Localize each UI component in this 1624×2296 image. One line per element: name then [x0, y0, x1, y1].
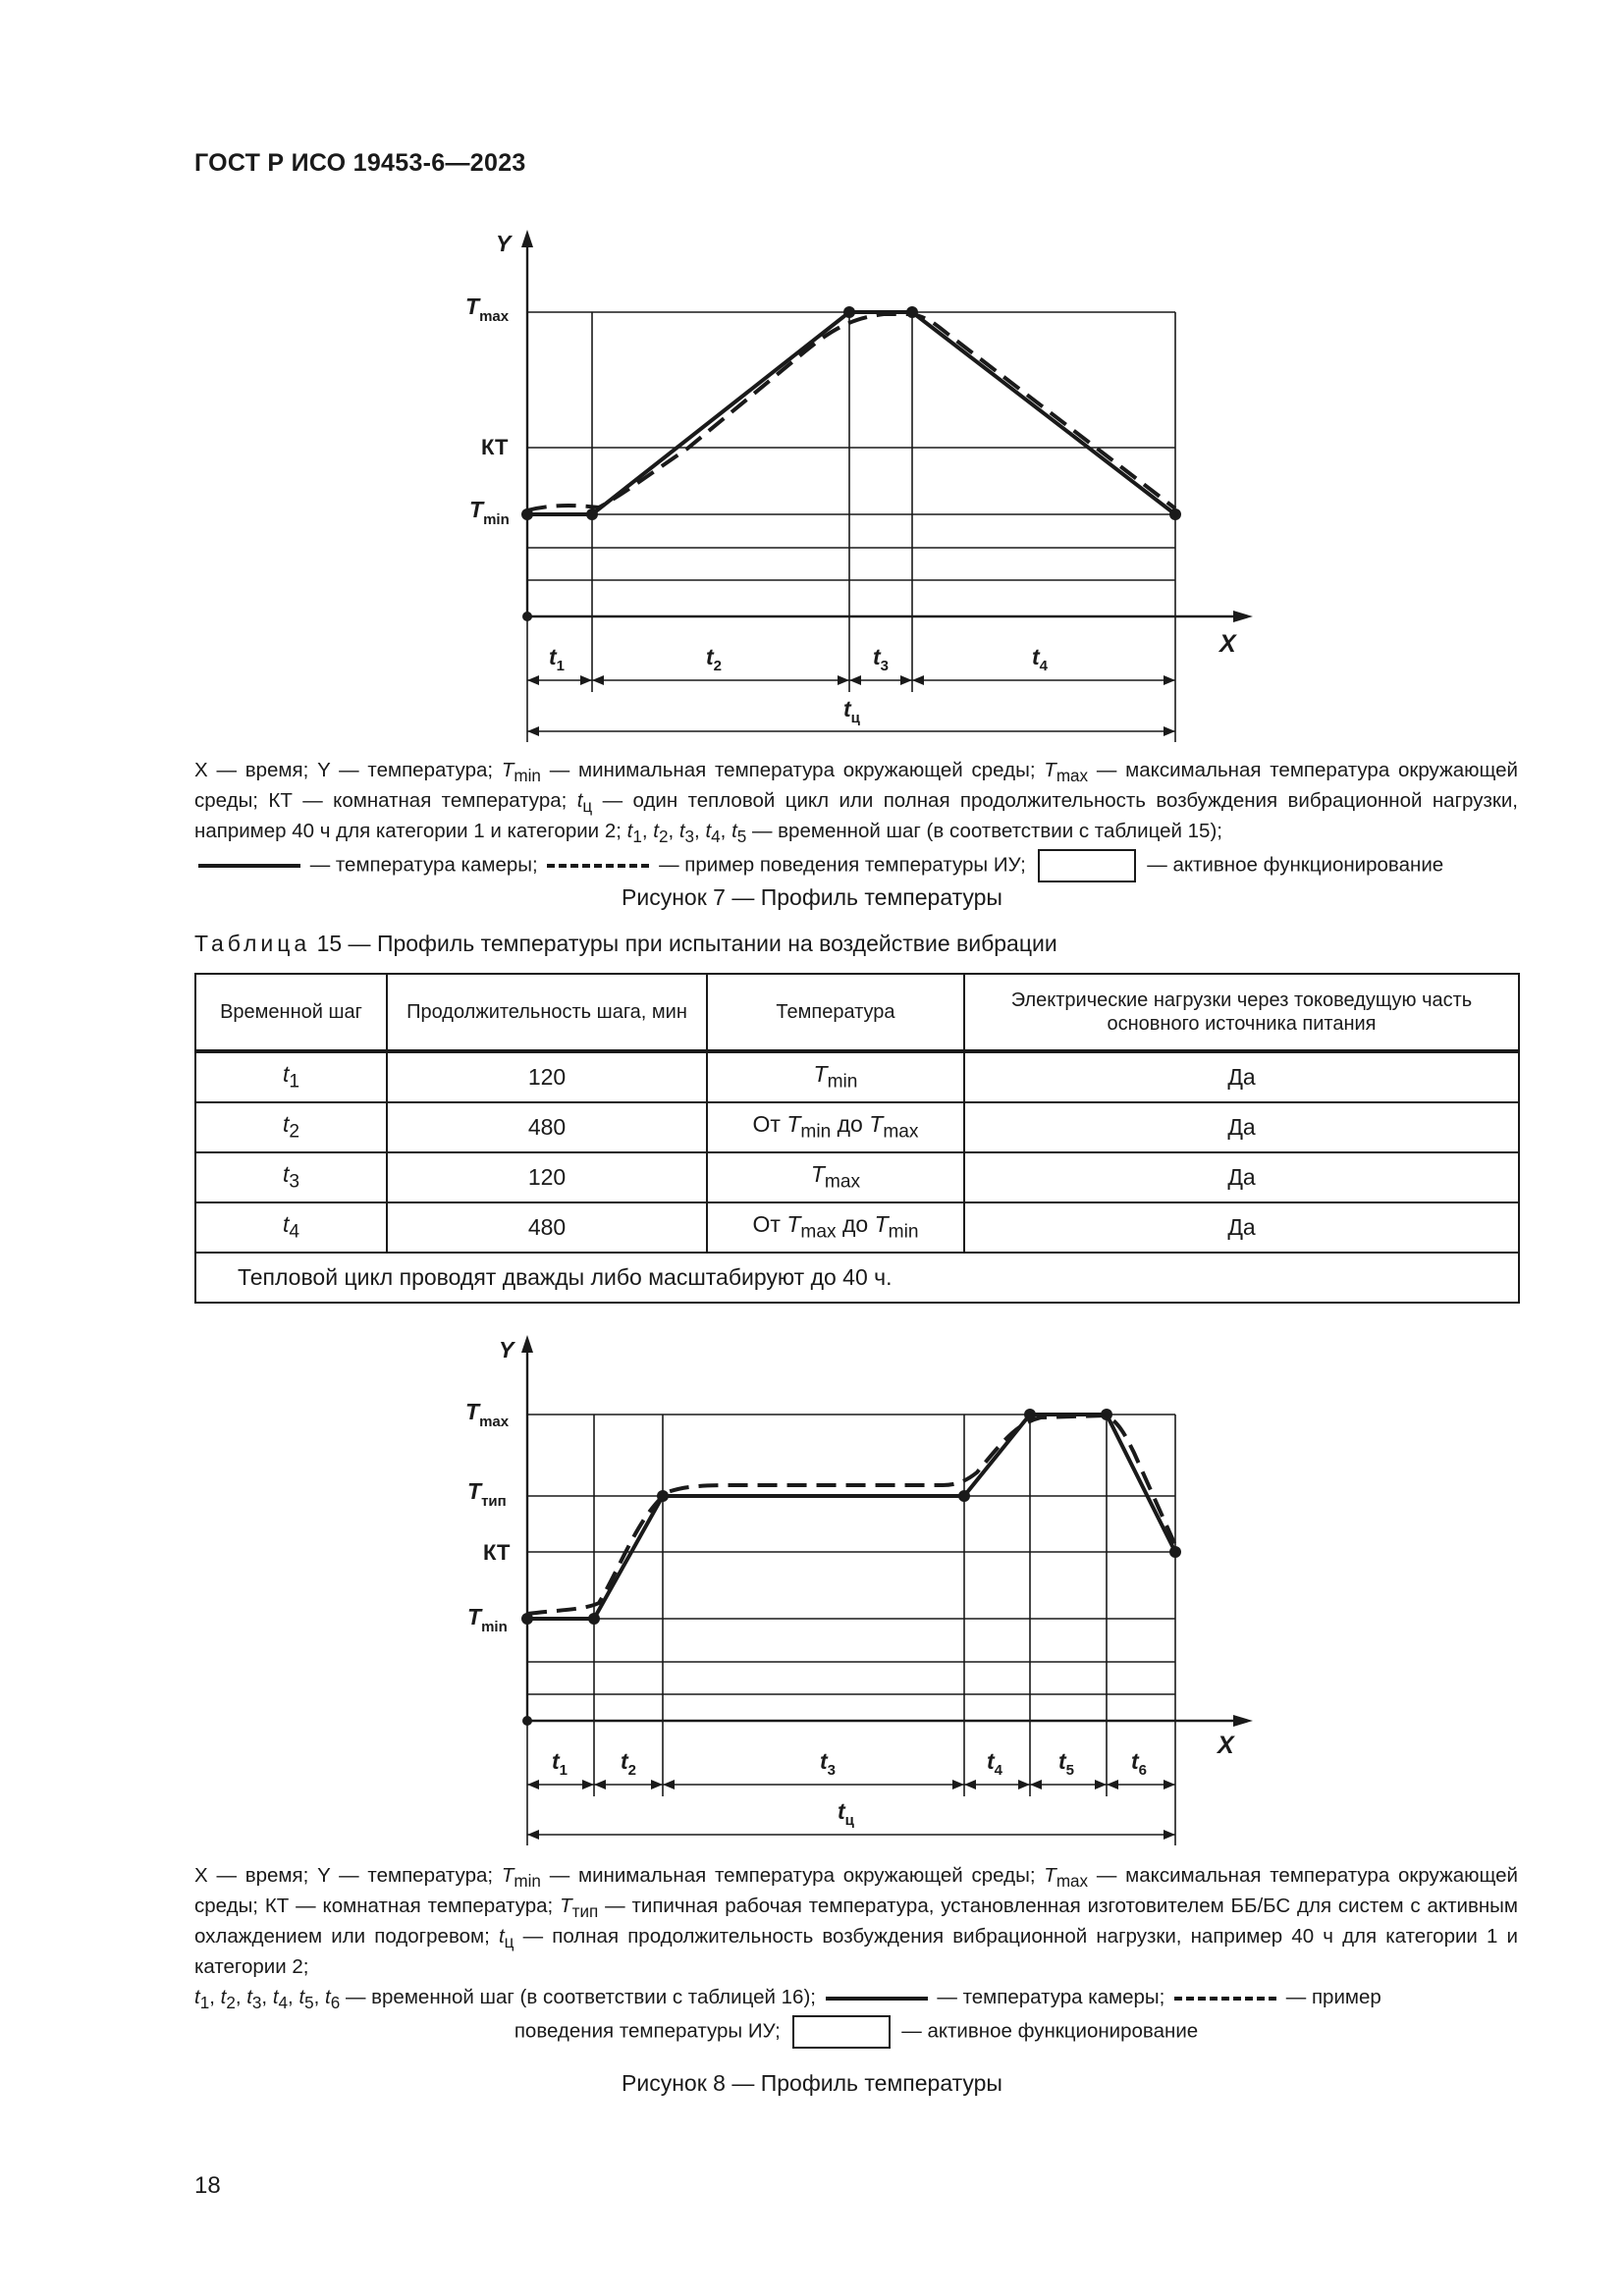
- figure-7-y-label: Y: [496, 231, 512, 256]
- table-15: [194, 973, 1520, 1304]
- figure-7-chamber-line: [527, 312, 1175, 514]
- figure-8-chart: [0, 1315, 1624, 1865]
- figure-8-cycle-tc: $t_ц$: [838, 1798, 854, 1829]
- page-number: 18: [194, 2172, 221, 2199]
- figure-8-tick-kt: КТ: [483, 1540, 511, 1565]
- figure-8-legend: X — время; Y — температура; $T_{min}$ — минимальная температура окружающей среды; $T_{max}$ — максимальная температура окружающей среды; КТ — комнатная температура; $T_{тип}$ — типичная рабочая температура, установленная изготовителем ББ/БС для систем с активным охлаждением или подогревом; $t_ц$ — полная продолжительность возбуждения вибрационной нагрузки, например 40 ч для категории 1 и категории 2;: [194, 1864, 1519, 1979]
- figure-8-points: [521, 1409, 1181, 1625]
- figure-8-step-t5: $t_5$: [1058, 1748, 1075, 1779]
- figure-7-tick-tmin: $T_{min}$: [469, 497, 510, 528]
- figure-7-tick-tmax: $T_{max}$: [465, 294, 510, 325]
- figure-7-step-t1: $t_1$: [549, 644, 566, 674]
- figure-7-x-label: X: [1219, 630, 1236, 658]
- legend-box-sample: [792, 2015, 891, 2049]
- table-header: Продолжительность шага, мин: [387, 974, 707, 1051]
- figure-7-dut-line: [527, 314, 1175, 510]
- figure-8-x-label: X: [1218, 1732, 1234, 1759]
- table-header: Временной шаг: [195, 974, 387, 1051]
- figure-7-chart: [0, 0, 1624, 756]
- legend-dashed-line-sample: [547, 864, 649, 868]
- figure-8-step-t6: $t_6$: [1131, 1748, 1148, 1779]
- figure-7-caption: Рисунок 7 — Профиль температуры: [622, 884, 1002, 910]
- figure-8-step-t2: $t_2$: [621, 1748, 637, 1779]
- figure-8-legend-steps: $t_1$, $t_2$, $t_3$, $t_4$, $t_5$, $t_6$ — временной шаг (в соответствии с таблицей 16); — температура камеры; — пример поведения температуры ИУ; — активное функционирование: [194, 1985, 1518, 2049]
- table-row: $t_4$ 480 От $T_{max}$ до $T_{min}$ Да: [195, 1202, 1519, 1253]
- legend-solid-line-sample: [198, 864, 300, 868]
- table-row: $t_3$ 120 $T_{max}$ Да: [195, 1152, 1519, 1202]
- figure-8-tick-tmax: $T_{max}$: [465, 1399, 510, 1430]
- figure-8-caption: Рисунок 8 — Профиль температуры: [622, 2070, 1002, 2096]
- figure-8-chamber-line: [527, 1415, 1175, 1619]
- figure-8-step-t1: $t_1$: [552, 1748, 568, 1779]
- table-row: $t_1$ 120 $T_{min}$ Да: [195, 1051, 1519, 1102]
- figure-8-step-t4: $t_4$: [987, 1748, 1003, 1779]
- figure-7-cycle-tc: $t_ц$: [843, 696, 860, 726]
- figure-7-grid: [527, 312, 1175, 616]
- legend-box-sample: [1038, 849, 1136, 882]
- table-15-title: Таблица 15 — Профиль температуры при испытании на воздействие вибрации: [194, 931, 1057, 956]
- figure-7-step-t3: $t_3$: [873, 644, 890, 674]
- table-header: Электрические нагрузки через токоведущую часть основного источника питания: [964, 974, 1519, 1051]
- figure-7-step-t4: $t_4$: [1032, 644, 1049, 674]
- document-header: ГОСТ Р ИСО 19453-6—2023: [194, 149, 526, 177]
- figure-8-y-label: Y: [499, 1337, 514, 1362]
- table-row: $t_2$ 480 От $T_{min}$ до $T_{max}$ Да: [195, 1102, 1519, 1152]
- figure-8-step-t3: $t_3$: [820, 1748, 837, 1779]
- legend-solid-line-sample: [826, 1997, 928, 2001]
- figure-8-dut-line: [527, 1415, 1175, 1614]
- figure-8-tick-ttyp: $T_{тип}$: [467, 1478, 507, 1510]
- figure-8-tick-tmin: $T_{min}$: [467, 1604, 508, 1635]
- table-note-row: Тепловой цикл проводят дважды либо масштабируют до 40 ч.: [195, 1253, 1519, 1303]
- figure-7-step-t2: $t_2$: [706, 644, 723, 674]
- table-header: Температура: [707, 974, 964, 1051]
- legend-dashed-line-sample: [1174, 1997, 1276, 2001]
- figure-7-tick-kt: КТ: [481, 435, 509, 459]
- figure-7-legend: X — время; Y — температура; $T_{min}$ — минимальная температура окружающей среды; $T_{max}$ — максимальная температура окружающей среды; КТ — комнатная температура; $t_ц$ — один тепловой цикл или полная продолжительность возбуждения вибрационной нагрузки, например 40 ч для категории 1 и категории 2; $t_1$, $t_2$, $t_3$, $t_4$, $t_5$ — временной шаг (в соответствии с таблицей 15); — температура камеры; — пример поведения температуры ИУ; — активное функционирование: [194, 758, 1518, 882]
- figure-7-points: [521, 306, 1181, 520]
